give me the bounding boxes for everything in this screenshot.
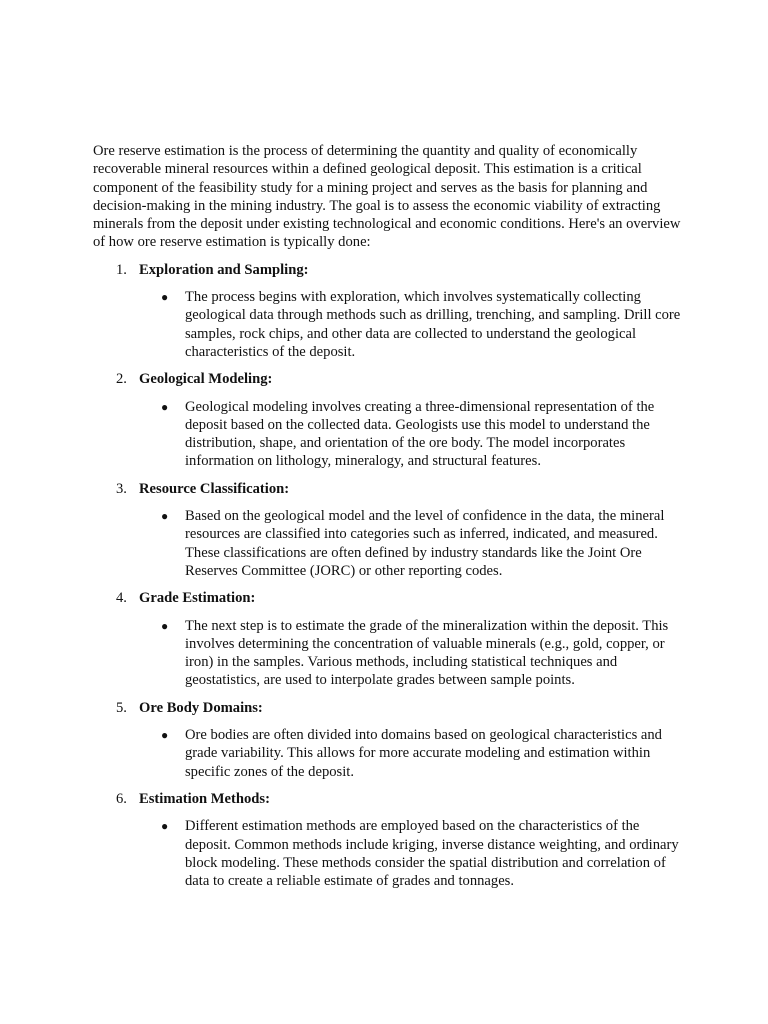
bullet-text: Based on the geological model and the level of confidence in the data, the mineral resources are classified into categories such as inferred, indicated, and measured. These classifications are often defined by industry standards like the Joint Ore Reserves Committee (JORC) or other reporting codes. [185, 508, 665, 579]
step-item [93, 261, 683, 361]
step-item [93, 589, 683, 689]
bullet-item [93, 507, 683, 580]
step-bullets [93, 617, 683, 690]
bullet-item [93, 617, 683, 690]
bullet-icon: ● [161, 728, 169, 743]
bullet-text: Geological modeling involves creating a three-dimensional representation of the deposit based on the collected data. Geologists use this model to understand the distribution, shape, and orientation of the ore body. The model incorporates information on lithology, mineralogy, and structural features. [185, 398, 655, 470]
step-bullets [93, 507, 683, 580]
step-number: 2. [116, 371, 127, 388]
step-item [93, 480, 683, 580]
step-number: 5. [116, 699, 127, 716]
step-title: Grade Estimation: [139, 590, 256, 607]
step-number: 4. [116, 590, 127, 607]
bullet-icon: ● [161, 509, 169, 524]
step-item [93, 790, 683, 890]
bullet-text: The process begins with exploration, which involves systematically collecting geological data through methods such as drilling, trenching, and sampling. Drill core samples, rock chips, and other data are collected to understand the geological characteristics of the deposit. [185, 289, 681, 360]
step-item [93, 370, 683, 470]
step-title: Exploration and Sampling: [139, 261, 309, 278]
bullet-item [93, 726, 683, 781]
bullet-icon: ● [161, 618, 169, 633]
bullet-item [93, 817, 683, 890]
step-number: 6. [116, 790, 127, 807]
bullet-text: Different estimation methods are employed based on the characteristics of the deposit. Common methods include kriging, inverse distance weighting, and ordinary block modeling. These methods consider the spatial distribution and correlation of data to create a reliable estimate of grades and tonnages. [185, 818, 679, 890]
bullet-text: The next step is to estimate the grade of the mineralization within the deposit. This involves determining the concentration of valuable minerals (e.g., gold, copper, or iron) in the samples. Various methods, including statistical techniques and geostatistics, are used to interpolate grades between sample points. [185, 617, 669, 689]
bullet-icon: ● [161, 399, 169, 414]
step-heading [93, 790, 683, 808]
steps-list [93, 261, 683, 891]
bullet-icon: ● [161, 819, 169, 834]
step-bullets [93, 288, 683, 361]
step-title: Ore Body Domains: [139, 699, 263, 716]
step-heading [93, 370, 683, 388]
step-number: 3. [116, 480, 127, 497]
step-bullets [93, 398, 683, 471]
step-heading [93, 699, 683, 717]
step-title: Resource Classification: [139, 480, 290, 497]
step-title: Geological Modeling: [139, 371, 273, 388]
bullet-item [93, 288, 683, 361]
step-item [93, 699, 683, 781]
bullet-text: Ore bodies are often divided into domains based on geological characteristics and grade variability. This allows for more accurate modeling and estimation within specific zones of the deposit. [185, 727, 662, 780]
bullet-icon: ● [161, 290, 169, 305]
bullet-item [93, 398, 683, 471]
intro-paragraph: Ore reserve estimation is the process of determining the quantity and quality of economically recoverable mineral resources within a defined geological deposit. This estimation is a critical component of the feasibility study for a mining project and serves as the basis for planning and decision-making in the mining industry. The goal is to assess the economic viability of extracting minerals from the deposit under existing technological and economic conditions. Here's an overview of how ore reserve estimation is typically done: [93, 143, 681, 251]
step-title: Estimation Methods: [139, 790, 270, 807]
step-bullets [93, 817, 683, 890]
step-heading [93, 480, 683, 498]
step-number: 1. [116, 261, 127, 278]
step-heading [93, 261, 683, 279]
step-heading [93, 589, 683, 607]
step-bullets [93, 726, 683, 781]
document-page [93, 142, 683, 899]
